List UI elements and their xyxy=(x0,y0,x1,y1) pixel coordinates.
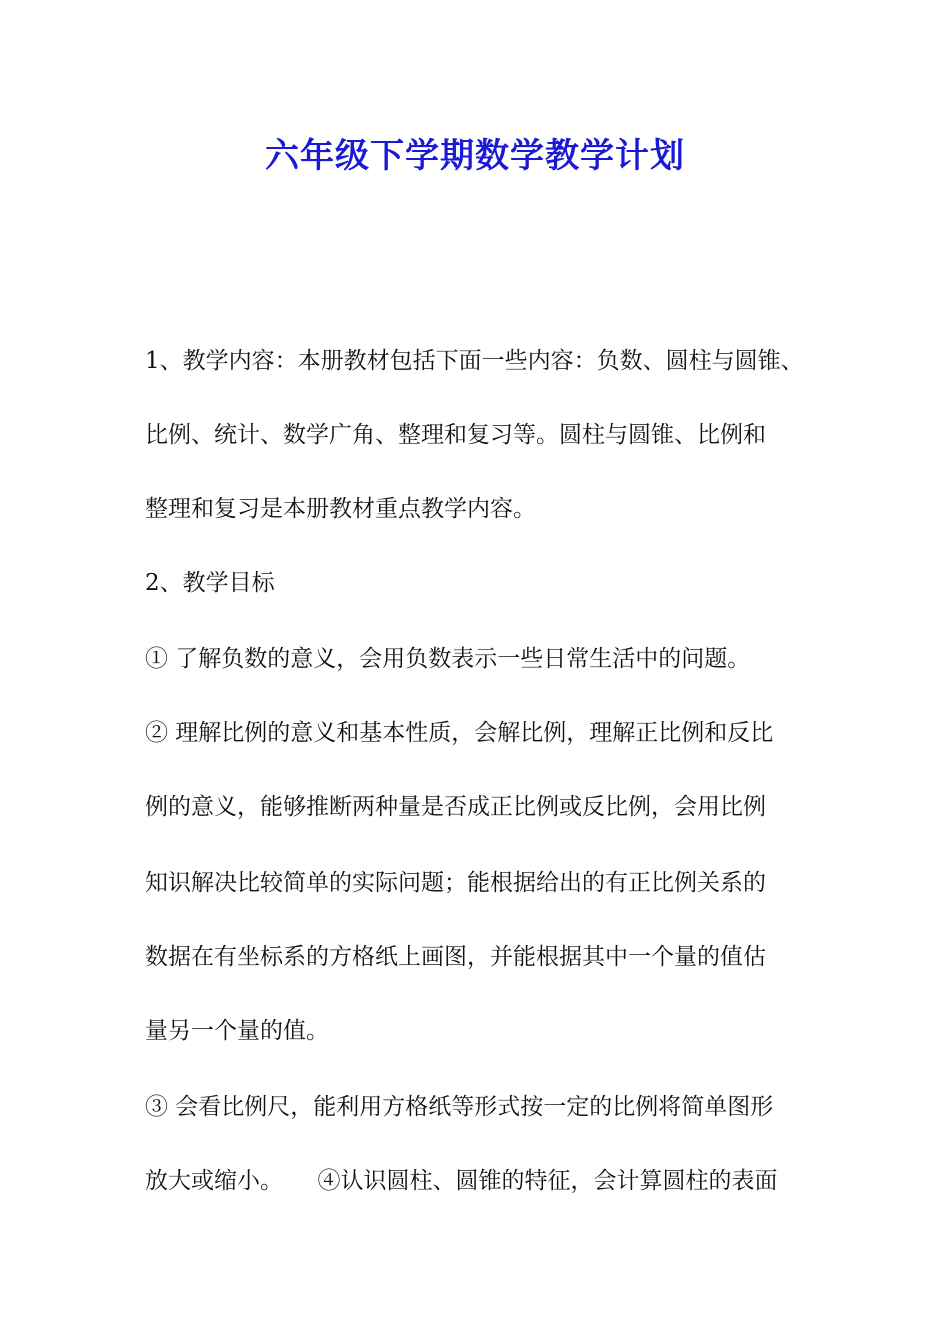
paragraph-line: 数据在有坐标系的方格纸上画图，并能根据其中一个量的值估 xyxy=(145,944,766,970)
paragraph-line: 例的意义，能够推断两种量是否成正比例或反比例，会用比例 xyxy=(145,794,766,820)
section-heading: 2、教学目标 xyxy=(145,570,275,596)
paragraph-line: 比例、统计、数学广角、整理和复习等。圆柱与圆锥、比例和 xyxy=(145,422,766,448)
paragraph-line: 1、教学内容：本册教材包括下面一些内容：负数、圆柱与圆锥、 xyxy=(145,348,804,374)
paragraph-line: ① 了解负数的意义，会用负数表示一些日常生活中的问题。 xyxy=(145,646,751,672)
paragraph-line: 知识解决比较简单的实际问题；能根据给出的有正比例关系的 xyxy=(145,870,766,896)
paragraph-line: ② 理解比例的意义和基本性质，会解比例，理解正比例和反比 xyxy=(145,720,774,746)
paragraph-line: 量另一个量的值。 xyxy=(145,1018,329,1044)
document-title: 六年级下学期数学教学计划 xyxy=(265,136,685,176)
paragraph-line: ③ 会看比例尺，能利用方格纸等形式按一定的比例将简单图形 xyxy=(145,1094,774,1120)
paragraph-line: 放大或缩小。 ④认识圆柱、圆锥的特征，会计算圆柱的表面 xyxy=(145,1168,778,1194)
paragraph-line: 整理和复习是本册教材重点教学内容。 xyxy=(145,496,536,522)
